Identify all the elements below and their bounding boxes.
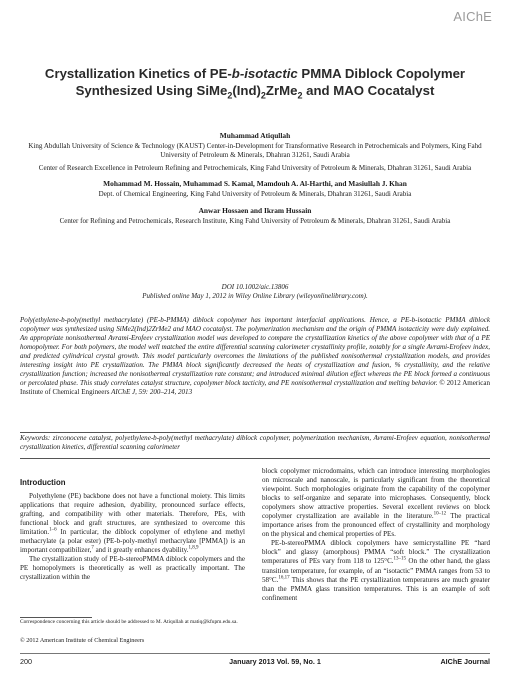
- author-name: Mohammad M. Hossain, Muhammad S. Kamal, Mamdouh A. Al-Harthi, and Masiullah J. Khan: [103, 179, 407, 189]
- paragraph: Polyethylene (PE) backbone does not have a functional moiety. This limits applications that require adhesion, dyability, pronounced surface effects, grafting, and compatibility with other materials. Therefore, PEs, with functional block and graft structures, are synthesized to overcome this limitation.$^{1-6}$ In particular, the diblock copolymer of ethylene and methyl methacrylate (a polar ester) (PE-b-poly-methyl methacrylate [PMMA]) is an important compatibilizer,$^7$ and it greatly enhances dyability.$^{1,8,9}$: [20, 492, 245, 555]
- section-heading-introduction: Introduction: [20, 478, 66, 487]
- abstract-citation: AIChE J, 59: 200–214, 2013: [111, 388, 193, 397]
- author-name: Muhammad Atiqullah: [219, 131, 291, 140]
- paragraph: block copolymer microdomains, which can introduce interesting morphologies on microscale and nanoscale, is particularly significant from the theoretical viewpoint. Such morphologies originate from the capability of the copolymer blocks to self-organize and separate into microphases. Consequently, block copolymers show attractive properties. Several excellent reviews on block copolymer crystallization are available in the literature.$^{10-12}$ The practical importance arises from the pronounced effect of crystallinity and morphology on the physical and chemical properties of PEs.: [262, 467, 490, 539]
- right-column: [262, 467, 490, 603]
- correspondence-footnote: Correspondence concerning this article should be addressed to M. Atiqullah at matiq@kfupm.edu.sa.: [20, 619, 238, 625]
- footnote-rule: [20, 617, 92, 618]
- author-affiliation: King Abdullah University of Science & Technology (KAUST) Center-in-Development for Transformative Research in Petrochemicals and Polymers, King Fahd University of Petroleum & Minerals, Dhahran 31261, Saudi Arabia: [28, 142, 482, 160]
- author-affiliation: Center for Refining and Petrochemicals, Research Institute, King Fahd University of Petroleum & Minerals, Dhahran 31261, Saudi Arabia: [59, 216, 451, 225]
- author-affiliation: Center of Research Excellence in Petroleum Refining and Petrochemicals, King Fahd University of Petroleum & Minerals, Dhahran 31261, Saudi Arabia: [38, 164, 472, 173]
- abstract-text: Poly(ethylene-b-poly(methyl methacrylate) (PE-b-PMMA) diblock copolymer has important interfacial applications. Hence, a PE-b-isotactic PMMA diblock copolymer was synthesized using SiMe2(Ind)2ZrMe2 and MAO cocatalyst. The polymerization mechanism and the origin of PMMA isotacticity were duly explained. An appropriate nonisothermal Avrami-Erofeev crystallization model was developed to compare the crystallization kinetics of the above copolymer with that of a PE homopolymer. For both polymers, the model well matched the entire differential scanning calorimeter crystallinity profile, notably for a single Avrami-Erofeev index, and predicted cylindrical crystal growth. This model particularly overcomes the limitations of the published nonisothermal crystallization models, and provides interesting insight into PE crystallization. The PMMA block significantly decreased the heats of crystallization and fusion, % crystallinity, and the relative crystallization function; increased the nonisothermal crystallization rate constant; and introduced minimal dilution effect whereas the PE block formed a continuous or percolated phase. This study correlates catalyst structure, copolymer block tacticity, and PE nonisothermal crystallization and melting behavior.: [20, 316, 490, 388]
- journal-name: AIChE Journal: [440, 657, 490, 666]
- author-affiliation: Dept. of Chemical Engineering, King Fahd University of Petroleum & Minerals, Dhahran 31261, Saudi Arabia: [98, 190, 412, 199]
- issue-info: January 2013 Vol. 59, No. 1: [229, 657, 321, 666]
- abstract: [20, 316, 490, 397]
- author-block: [28, 131, 482, 226]
- publication-info: [28, 283, 482, 301]
- doi: DOI 10.1002/aic.13806: [221, 283, 289, 291]
- abstract-copyright: © 2012 American Institute of Chemical Engineers: [20, 379, 491, 397]
- author-name: Anwar Hossaen and Ikram Hussain: [198, 205, 312, 215]
- keywords: Keywords: zirconocene catalyst, polyethylene-b-poly(methyl methacrylate) diblock copolymer, polymerization mechanism, Avrami-Erofeev equation, nonisothermal crystallization kinetics, differential scanning calorimeter: [20, 434, 490, 452]
- left-column: [20, 478, 245, 583]
- published-online: Published online May 1, 2012 in Wiley Online Library (wileyonlinelibrary.com).: [142, 292, 368, 300]
- article-title: Crystallization Kinetics of PE-b-isotactic PMMA Diblock Copolymer Synthesized Using $SiMe_2(Ind)_2ZrMe_2$ and MAO Cocatalyst: [44, 66, 466, 101]
- copyright-line: © 2012 American Institute of Chemical Engineers: [20, 637, 145, 644]
- page-number: 200: [20, 657, 32, 666]
- keywords-divider: [20, 458, 490, 459]
- footer-rule: [20, 653, 490, 654]
- journal-logo: AIChE: [453, 9, 492, 24]
- abstract-divider: [20, 432, 490, 433]
- paragraph: The crystallization study of PE-b-stereoPMMA diblock copolymers and the PE homopolymers is theoretically as well as practically important. The crystallization within the: [20, 555, 245, 582]
- paragraph: PE-b-stereoPMMA diblock copolymers have semicrystalline PE “hard block” and glassy (amorphous) PMMA “soft block.” The crystallization temperatures of PEs vary from 118 to 125°C.$^{13-15}$ On the other hand, the glass transition temperature, for example, of an “isotactic” PMMA ranges from 53 to 58°C.$^{16,17}$ This shows that the PE crystallization temperatures are much greater than the PMMA glass transition temperatures. This is an example of soft confinement: [262, 539, 491, 602]
